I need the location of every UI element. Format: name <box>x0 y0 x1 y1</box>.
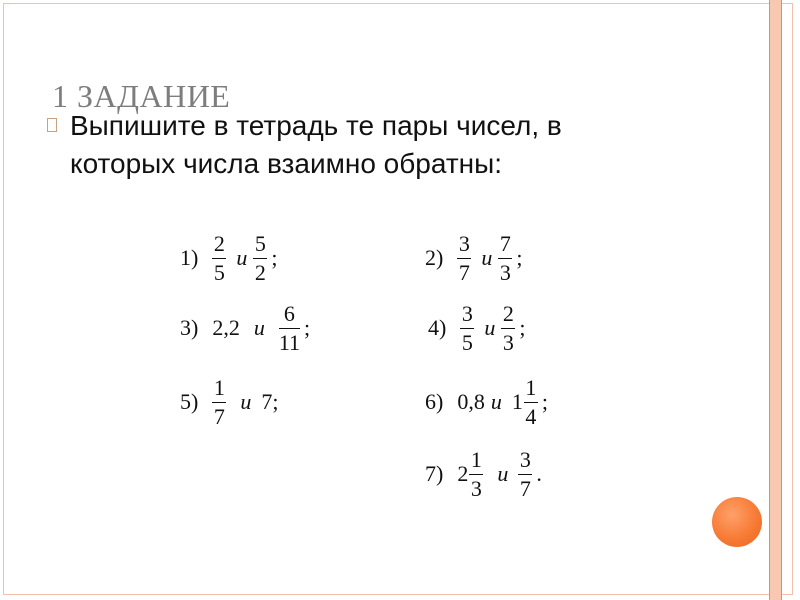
numerator: 3 <box>519 446 531 472</box>
conjunction: и <box>481 245 493 270</box>
fraction-a <box>457 232 471 285</box>
numerator: 1 <box>525 374 537 400</box>
denominator: 7 <box>519 475 531 501</box>
numerator: 2 <box>502 300 514 326</box>
math-item-4 <box>428 288 525 368</box>
fraction-b <box>501 302 515 355</box>
fraction-bar <box>212 402 226 403</box>
math-item-2 <box>425 218 522 298</box>
decimal-value: 0,8 <box>457 389 485 414</box>
numerator: 3 <box>461 300 473 326</box>
denominator: 2 <box>254 259 266 285</box>
math-item-7 <box>425 434 542 514</box>
denominator: 5 <box>213 259 225 285</box>
fraction-b <box>518 448 532 501</box>
item-label: 1) <box>180 245 199 270</box>
fraction-bar <box>460 328 474 329</box>
fraction-a <box>212 232 226 285</box>
conjunction: и <box>253 315 265 340</box>
item-label: 7) <box>425 461 444 486</box>
conjunction: и <box>490 389 502 414</box>
bullet-icon <box>47 118 57 132</box>
fraction-bar <box>457 258 471 259</box>
fraction-a <box>460 302 474 355</box>
fraction-b <box>498 232 512 285</box>
conjunction: и <box>240 389 252 414</box>
item-label: 6) <box>425 389 444 414</box>
fraction-b <box>279 302 300 355</box>
fraction-a <box>469 448 483 501</box>
fraction-bar <box>524 402 538 403</box>
fraction-bar <box>518 474 532 475</box>
punctuation: ; <box>271 245 278 270</box>
fraction-bar <box>501 328 515 329</box>
item-label: 2) <box>425 245 444 270</box>
fraction-a <box>212 376 226 429</box>
fraction-bar <box>212 258 226 259</box>
punctuation: ; <box>519 315 526 340</box>
item-label: 3) <box>180 315 199 340</box>
denominator: 11 <box>278 329 301 355</box>
decorative-orange-circle <box>712 497 762 547</box>
numerator: 6 <box>283 300 295 326</box>
punctuation: ; <box>304 315 311 340</box>
numerator: 2 <box>213 230 225 256</box>
math-item-6 <box>425 362 548 442</box>
denominator: 7 <box>213 403 225 429</box>
mixed-whole: 2 <box>457 461 469 486</box>
denominator: 3 <box>470 475 482 501</box>
fraction-b <box>253 232 267 285</box>
punctuation: ; <box>272 389 279 414</box>
numerator: 1 <box>213 374 225 400</box>
fraction-bar <box>253 258 267 259</box>
denominator: 7 <box>458 259 470 285</box>
denominator: 3 <box>499 259 511 285</box>
fraction-b <box>524 376 538 429</box>
decorative-side-bar <box>769 0 782 600</box>
punctuation: ; <box>516 245 523 270</box>
integer-value: 7 <box>261 389 273 414</box>
numerator: 7 <box>499 230 511 256</box>
fraction-bar <box>469 474 483 475</box>
denominator: 5 <box>461 329 473 355</box>
numerator: 3 <box>458 230 470 256</box>
slide-title: 1 ЗАДАНИЕ <box>52 78 231 114</box>
item-label: 4) <box>428 315 447 340</box>
task-text: Выпишите в тетрадь те пары чисел, в которых числа взаимно обратны: <box>70 110 562 179</box>
item-label: 5) <box>180 389 199 414</box>
math-item-5 <box>180 362 278 442</box>
fraction-bar <box>498 258 512 259</box>
math-item-1 <box>180 218 277 298</box>
conjunction: и <box>236 245 248 270</box>
punctuation: ; <box>541 389 548 414</box>
denominator: 4 <box>525 403 537 429</box>
numerator: 1 <box>470 446 482 472</box>
conjunction: и <box>484 315 496 340</box>
fraction-bar <box>279 328 300 329</box>
math-item-3 <box>180 288 310 368</box>
denominator: 3 <box>502 329 514 355</box>
numerator: 5 <box>254 230 266 256</box>
punctuation: . <box>536 461 542 486</box>
mixed-whole: 1 <box>511 389 523 414</box>
decimal-value: 2,2 <box>212 315 240 340</box>
conjunction: и <box>497 461 509 486</box>
